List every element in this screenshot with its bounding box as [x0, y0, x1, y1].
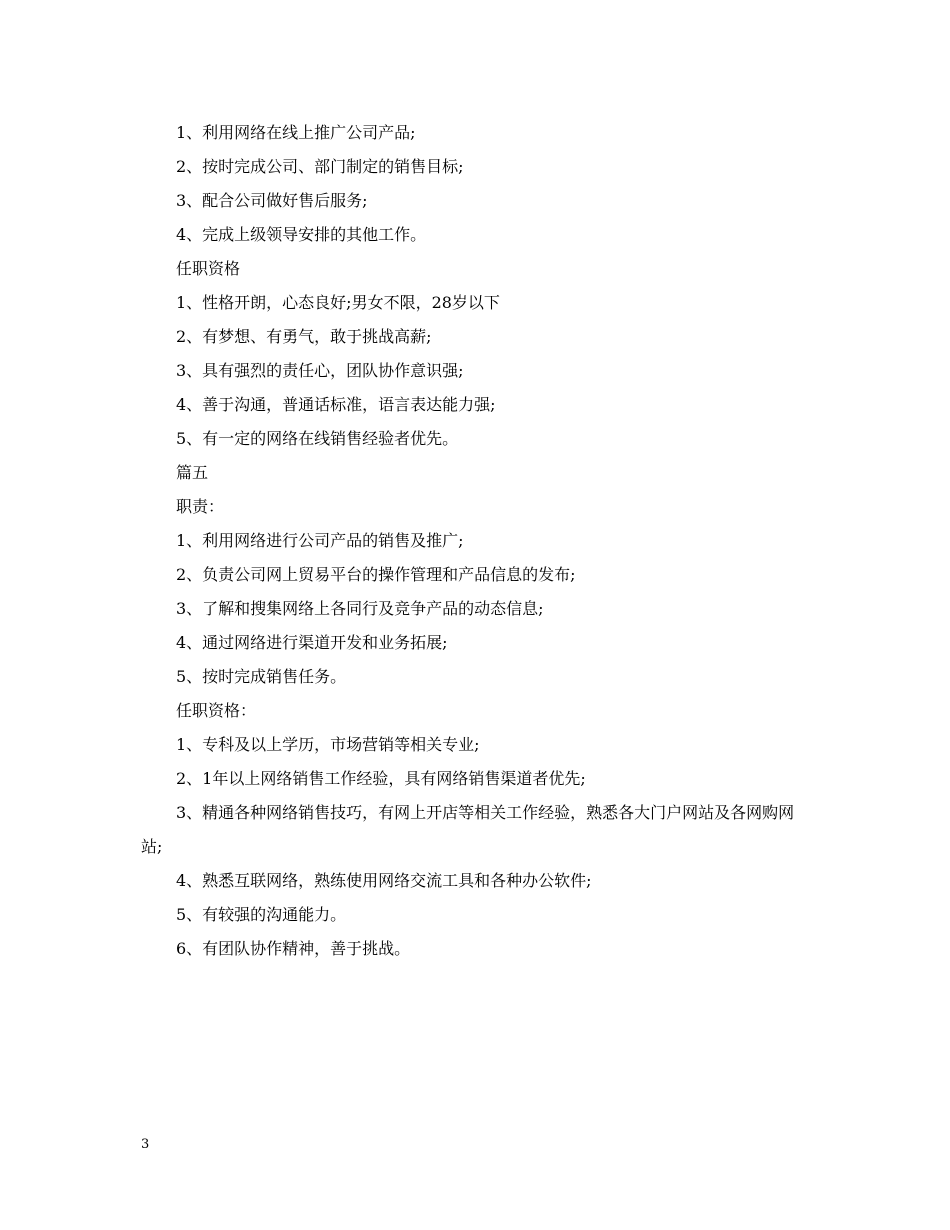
section-heading: 任职资格： — [176, 701, 257, 720]
paragraph: 2、有梦想、有勇气，敢于挑战高薪; — [176, 327, 432, 346]
section-heading: 篇五 — [176, 463, 209, 482]
paragraph: 1、利用网络进行公司产品的销售及推广; — [176, 531, 464, 550]
paragraph: 3、了解和搜集网络上各同行及竞争产品的动态信息; — [176, 599, 544, 618]
paragraph: 1、专科及以上学历，市场营销等相关专业; — [176, 735, 480, 754]
section-heading: 职责： — [176, 497, 225, 516]
paragraph: 6、有团队协作精神，善于挑战。 — [176, 939, 411, 958]
paragraph: 4、善于沟通，普通话标准，语言表达能力强; — [176, 395, 496, 414]
paragraph: 1、利用网络在线上推广公司产品; — [176, 123, 416, 142]
paragraph: 3、具有强烈的责任心，团队协作意识强; — [176, 361, 464, 380]
paragraph: 2、按时完成公司、部门制定的销售目标; — [176, 157, 464, 176]
document-body — [141, 116, 813, 966]
paragraph: 5、有较强的沟通能力。 — [176, 905, 347, 924]
paragraph: 4、熟悉互联网络，熟练使用网络交流工具和各种办公软件; — [176, 871, 592, 890]
paragraph: 5、按时完成销售任务。 — [176, 667, 347, 686]
paragraph: 2、1年以上网络销售工作经验，具有网络销售渠道者优先; — [176, 769, 586, 788]
paragraph: 1、性格开朗，心态良好;男女不限，28岁以下 — [176, 293, 500, 312]
paragraph: 3、配合公司做好售后服务; — [176, 191, 368, 210]
paragraph: 3、精通各种网络销售技巧，有网上开店等相关工作经验，熟悉各大门户网站及各网购网站; — [141, 803, 795, 856]
paragraph: 4、通过网络进行渠道开发和业务拓展; — [176, 633, 448, 652]
page-number: 3 — [141, 1137, 150, 1152]
paragraph: 4、完成上级领导安排的其他工作。 — [176, 225, 427, 244]
section-heading: 任职资格 — [176, 259, 241, 278]
paragraph: 5、有一定的网络在线销售经验者优先。 — [176, 429, 459, 448]
paragraph: 2、负责公司网上贸易平台的操作管理和产品信息的发布; — [176, 565, 576, 584]
